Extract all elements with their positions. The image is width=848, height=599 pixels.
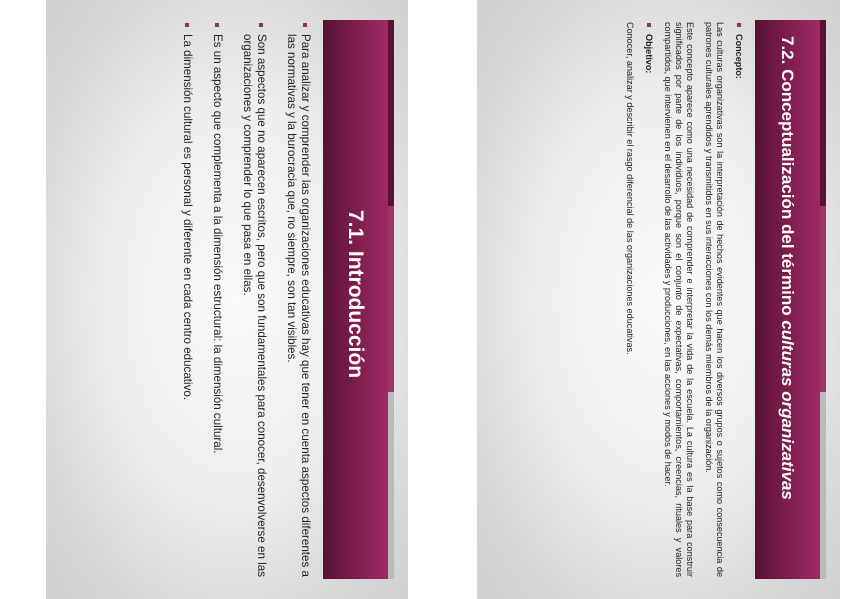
slide-title — [778, 36, 798, 500]
bullet-item: Es un aspecto que complementa a la dimensión estructural: la dimensión cultural. — [210, 22, 224, 577]
slide-body — [164, 22, 312, 577]
objective-paragraph: Conocer, analizar y describir el rasgo diferencial de las organizaciones educativas. — [625, 22, 635, 355]
title-strip-segment — [388, 206, 394, 392]
title-prefix: 7.2. Conceptualización del término — [778, 36, 798, 321]
bullet-item: Son aspectos que no aparecen escritos, pero que son fundamentales para conocer, desenvolverse en las organizaciones y comprender lo que pasa en ellas. — [240, 22, 268, 577]
title-strip-segment — [388, 392, 394, 579]
slide-introduccion — [46, 0, 408, 599]
title-strip-segment — [820, 392, 826, 579]
title-emphasis: culturas organizativas — [778, 320, 798, 500]
slide-title: 7.1. Introducción — [344, 210, 368, 379]
concept-paragraph: Este concepto aparece como una necesidad de comprender e interpretar la vida de la escuela. La cultura es la base para construir significados por parte de los individuos, porque son el conjunto de expectativas, comportamientos, creencias, rituales y valores compartidos, que intervienen en el desarrollo de las actividades y producciones, en las acciones y modos de hacer. — [663, 22, 695, 577]
bullet-item: Para analizar y comprender las organizaciones educativas hay que tener en cuenta aspectos diferentes a las normativas y la burocracia que, no siempre, son tan visibles. — [284, 22, 312, 577]
slide-body — [616, 22, 744, 577]
slide-content — [477, 0, 840, 599]
title-strip-segment — [820, 206, 826, 392]
slide-conceptualizacion — [477, 0, 840, 599]
concept-heading: Concepto: — [733, 22, 744, 577]
title-strip-segment — [820, 20, 826, 206]
concept-paragraph: Las culturas organizativas son la interpretación de hechos evidentes que hacen los diversos grupos o sujetos como consecuencia de patrones culturales aprendidos y transmitidos en sus interacciones con los demás miembros de la organización. — [704, 22, 725, 577]
title-band — [755, 20, 820, 579]
bullet-item: La dimensión cultural es personal y diferente en cada centro educativo. — [180, 22, 194, 577]
objective-heading: Objetivo: — [643, 22, 654, 577]
slide-content — [46, 0, 408, 599]
title-strip-segment — [388, 20, 394, 206]
title-band — [323, 20, 388, 579]
